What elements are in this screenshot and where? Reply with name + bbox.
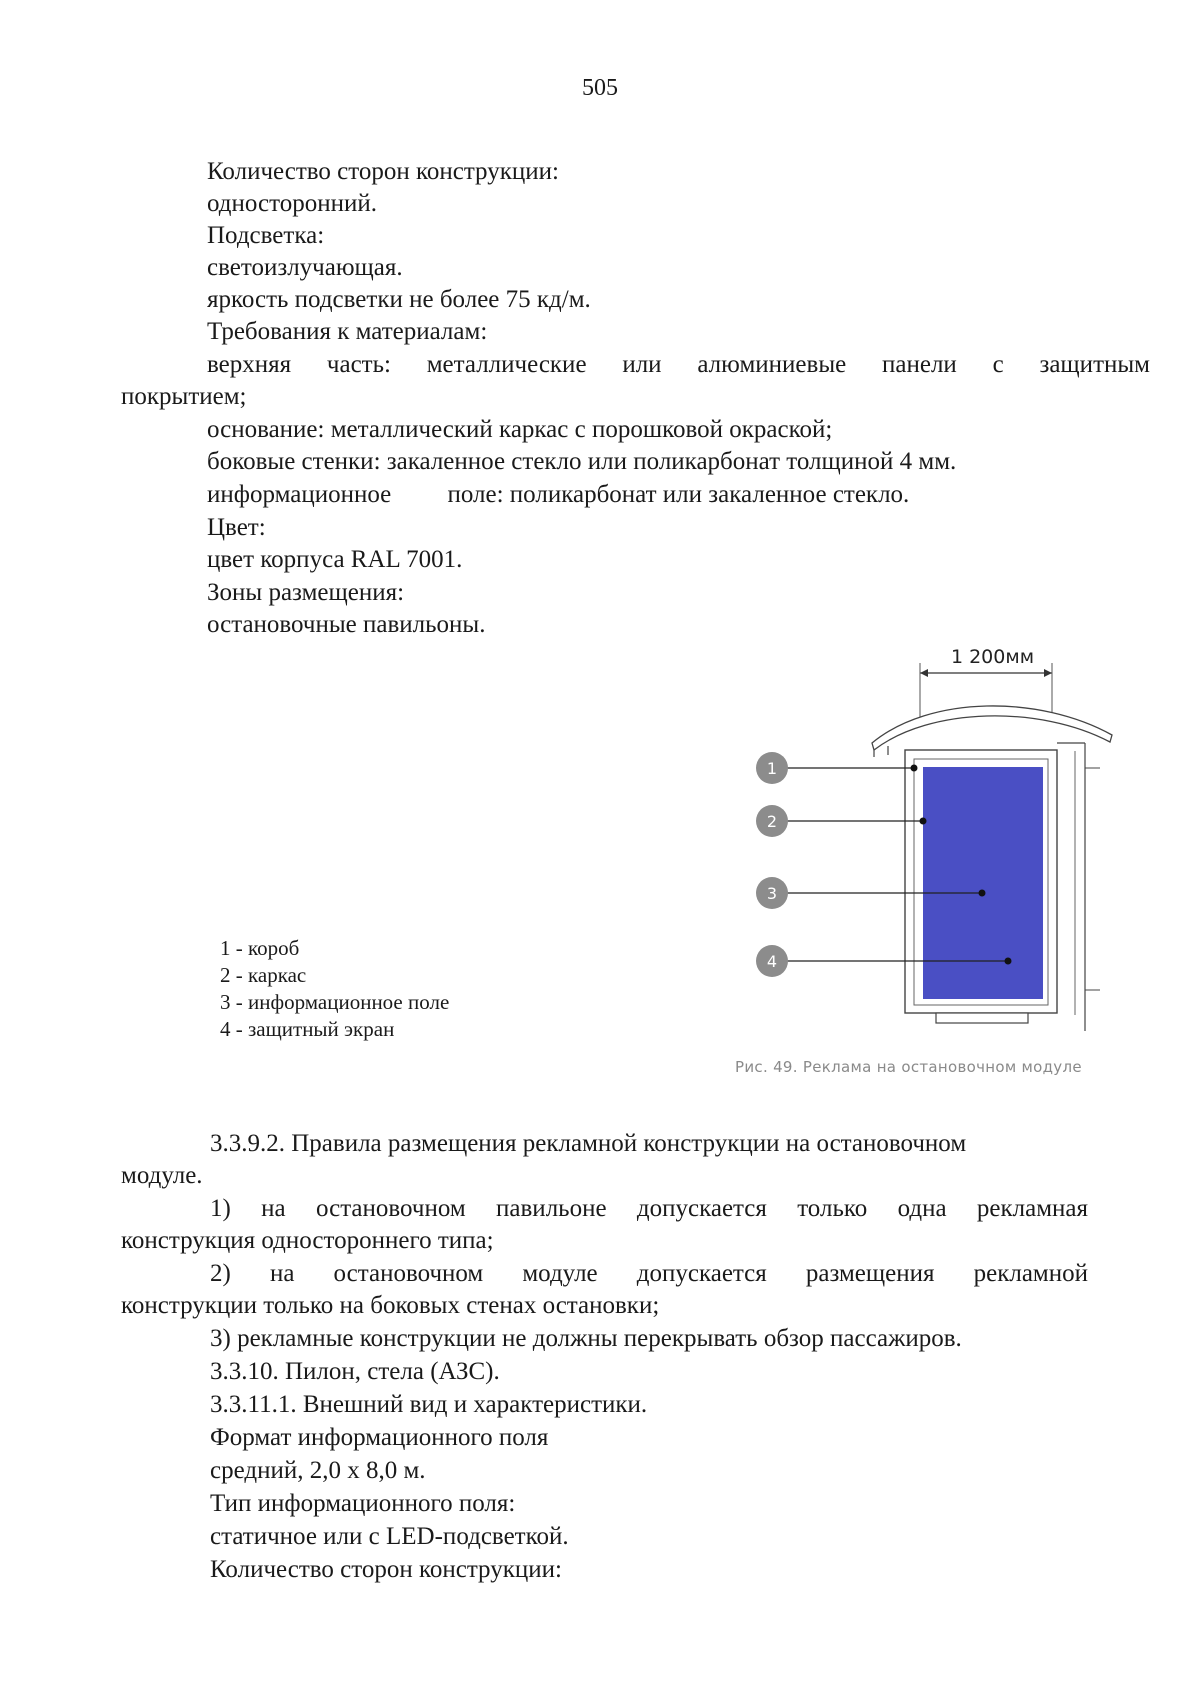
leader-dot-1	[911, 765, 918, 772]
marker-3-label: 3	[766, 884, 778, 903]
legend-item: 1 - короб	[220, 936, 300, 960]
marker-1	[756, 752, 788, 784]
text-line: Цвет:	[207, 514, 266, 541]
bus-stop-module-diagram	[740, 655, 1120, 1035]
text-line: Требования к материалам:	[207, 318, 488, 345]
legend-item: 2 - каркас	[220, 963, 307, 987]
legend-item: 4 - защитный экран	[220, 1017, 395, 1041]
marker-2	[756, 805, 788, 837]
legend-item: 3 - информационное поле	[220, 990, 450, 1014]
text-line: 3) рекламные конструкции не должны перекрывать обзор пассажиров.	[210, 1325, 962, 1352]
dimension-arrow-right	[1044, 669, 1052, 677]
text-line: информационное поле: поликарбонат или закаленное стекло.	[207, 481, 910, 508]
figure-caption: Рис. 49. Реклама на остановочном модуле	[735, 1058, 1082, 1076]
text-line: средний, 2,0 х 8,0 м.	[210, 1457, 426, 1484]
dimension-label: 1 200мм	[950, 646, 1035, 668]
text-line: Количество сторон конструкции:	[210, 1556, 562, 1583]
text-line: Количество сторон конструкции:	[207, 158, 559, 185]
text-line: Формат информационного поля	[210, 1424, 549, 1451]
marker-2-label: 2	[766, 812, 778, 831]
leader-dot-2	[920, 818, 927, 825]
information-panel	[923, 767, 1043, 999]
text-line: основание: металлический каркас с порошковой окраской;	[207, 416, 833, 443]
text-line: односторонний.	[207, 190, 377, 217]
section-heading-cont: модуле.	[121, 1162, 203, 1189]
text-line: яркость подсветки не более 75 кд/м.	[207, 286, 591, 313]
section-heading: 3.3.9.2. Правила размещения рекламной конструкции на остановочном	[210, 1130, 967, 1157]
leader-dot-3	[979, 890, 986, 897]
marker-3	[756, 877, 788, 909]
marker-4	[756, 945, 788, 977]
rule-1-cont: конструкция одностороннего типа;	[121, 1227, 494, 1254]
leader-dot-4	[1005, 958, 1012, 965]
text-line: цвет корпуса RAL 7001.	[207, 546, 463, 573]
text-line: Подсветка:	[207, 222, 325, 249]
text-line: 3.3.10. Пилон, стела (АЗС).	[210, 1358, 500, 1385]
materials-upper-cont: покрытием;	[121, 383, 247, 410]
text-line: 3.3.11.1. Внешний вид и характеристики.	[210, 1391, 648, 1418]
page-number: 505	[582, 75, 618, 101]
text-line: светоизлучающая.	[207, 254, 403, 281]
rule-1: 1) на остановочном павильоне допускается только одна рекламная	[210, 1195, 1088, 1222]
text-line: Зоны размещения:	[207, 579, 405, 606]
text-line: Тип информационного поля:	[210, 1490, 516, 1517]
base-plate	[936, 1013, 1028, 1023]
rule-2: 2) на остановочном модуле допускается размещения рекламной	[210, 1260, 1088, 1287]
text-line: боковые стенки: закаленное стекло или поликарбонат толщиной 4 мм.	[207, 448, 957, 475]
dimension-arrow-left	[920, 669, 928, 677]
marker-4-label: 4	[766, 952, 778, 971]
rule-2-cont: конструкции только на боковых стенах остановки;	[121, 1292, 660, 1319]
text-line: остановочные павильоны.	[207, 611, 486, 638]
text-line: статичное или с LED-подсветкой.	[210, 1523, 569, 1550]
materials-upper-line: верхняя часть: металлические или алюминиевые панели с защитным	[207, 351, 1150, 378]
marker-1-label: 1	[766, 759, 778, 778]
